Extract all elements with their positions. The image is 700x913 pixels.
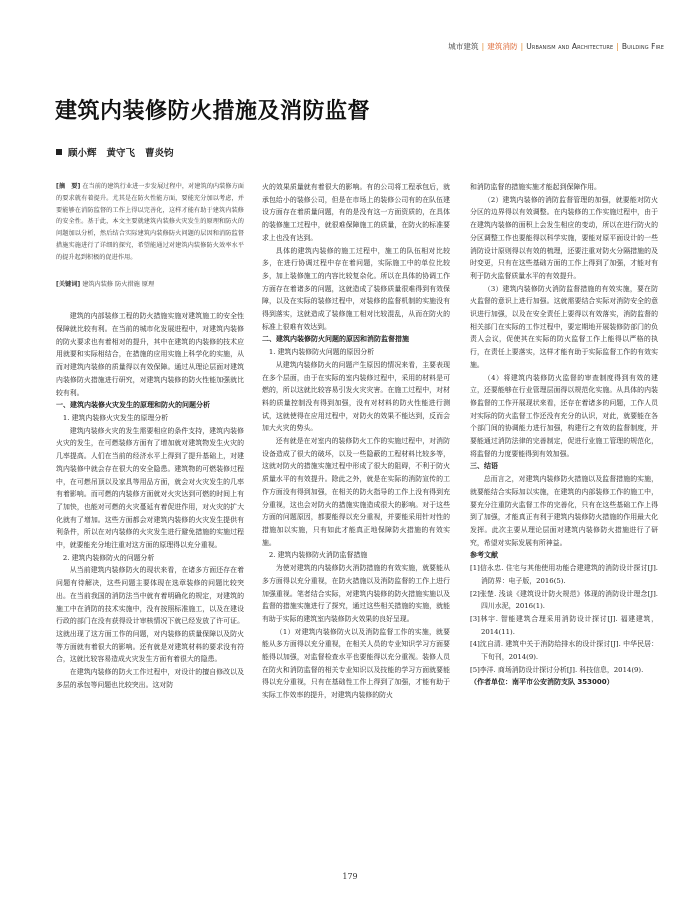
abstract: [56, 181, 244, 264]
reference-item: [1]信永忠. 住宅与其他使用功能合建建筑的消防设计探讨[J]. 消防界：电子版，2016(5).: [470, 564, 658, 585]
column-2: [262, 181, 450, 901]
author: 黄守飞: [106, 148, 136, 159]
section-heading: 三、结语: [470, 462, 498, 471]
authors: [56, 145, 184, 159]
masthead-column: 建筑消防: [487, 42, 518, 51]
masthead-en-column: Building Fire: [621, 42, 664, 51]
masthead-en-title: Urbanism and Architecture: [526, 42, 614, 51]
paragraph-continued: 火的效果质量就有着很大的影响。有的公司将工程承包后，就承包给小的装修公司，但是在市场上的装修公司有的在队伍建设方面存在着质量问题，有的是没有这一方面资质的，在具体的装修施工过程中，就很难保障施工的质量，在防火的标准要求上也没有达到。: [262, 183, 450, 242]
keywords-label: [关键词]: [56, 280, 81, 288]
paragraph: （2）建筑内装修的消防监督管理的加强，就要能对防火分区的边界得以有效调整。在内装修的工作实施过程中，由于在建筑内装修的面积上会发生相应的变动，所以在进行防火的分区调整工作也要能得以科学实施，要能对原平面设计的一些消防设计原则得以有效的梳理，还要注重对防火分隔措施的及时变更，只有在这些基础方面的工作上得到了加强，才能对有利于防火监督质量水平的有效提升。: [470, 195, 658, 280]
page-number: 179: [342, 872, 358, 881]
abstract-label: [摘 要]: [56, 183, 81, 190]
subsection-heading: 2. 建筑内装修防火消防监督措施: [268, 551, 368, 560]
column-3: [470, 181, 658, 901]
paragraph: 从建筑内装修防火的问题产生原因的情况来看，主要表现在多个层面，由于在实际的室内装修过程中，采用的材料是可燃的，所以这就比较容易引发火灾灾害。在施工过程中，对材料的质量控制没有得到加强，没有对材料的防火性能进行测试，这就使得在应用过程中，对防火的效果不能达到，反而会加大火灾的势头。: [262, 360, 450, 433]
reference-item: [4]沈自清. 建筑中关于消防给排水的设计探讨[J]. 中华民居：下旬刊，2014(9).: [470, 640, 658, 662]
subsection-heading: 1. 建筑内装修火灾发生的原理分析: [62, 414, 169, 422]
author: 顾小辉: [68, 148, 97, 159]
paragraph: 建筑的内部装修工程的防火措施实施对建筑施工的安全性保障就比较有利。在当前的城市化发展进程中，对建筑内装修的防火要求也有着相对的提升，其中在建筑的内装修的技术应用就要和实际相结合，在措施的应用实施上科学化的实施，从而对建筑内装修的质量得以有效保障。通过从理论层面对建筑内装修防火措施进行研究，对建筑内装修的防火性能加强就比较有利。: [56, 312, 244, 397]
subsection-heading: 1. 建筑内装修防火问题的原因分析: [268, 348, 375, 357]
article-title: 建筑内装修防火措施及消防监督: [55, 99, 371, 124]
masthead: 城市建筑 | 建筑消防 | Urbanism and Architecture | Building Fire: [448, 42, 664, 51]
subsection-heading: 2. 建筑内装修防火的问题分析: [62, 553, 155, 562]
keywords-text: 建筑内装修 防火措施 原理: [82, 280, 155, 288]
paragraph: （4）将建筑内装修防火监督的审查制度得到有效的建立，还要能够在行业管理层面得以规范化实施。从具体的内装修监督的工作开展现状来看，还存在着诸多的问题，工作人员对实际的防火监督工作还没有充分的认识，对此，就要能在各个部门间的协调能力进行加强，构建行之有效的监督制度，并要能通过消防法律的完善制定，促进行业施工管理的规范化，将监督的力度要能得到有效加强。: [470, 373, 658, 458]
paragraph: 为使对建筑的内装修防火消防措施的有效实施，就要能从多方面得以充分重视，在防火措施以及消防监督的工作上进行加强重视。笔者结合实际，对建筑内装修的防火措施实施以及监督的措施实施进行了探究，通过这些相关措施的实施，就能有助于实际的建筑室内装修防火效果的良好呈现。: [262, 564, 450, 623]
square-bullet-icon: [56, 149, 62, 155]
paragraph: （1）对建筑内装修防火以及消防监督工作的实施，就要能从多方面得以充分重视，在相关人员的专业知识学习方面要能得以加强，对监督检查水平也要能得以充分重视。装修人员在防火和消防监督的相关专业知识以及技能的学习方面就要能得以充分重视，只有在基础性工作上得到了加强，才能有助于实际工作效率的提升，对建筑内装修的防火: [262, 627, 450, 700]
abstract-text: 在当前的建筑行业进一步发展过程中，对建筑的内装修方面的要求就有着提升。尤其是在防火性能方面，要能充分加以考虑，并要能够在消防监督的工作上得以完善化，这样才能有助于建筑内装修的安全性。基于此，本文主要就建筑内装修火灾发生的原理和防火的问题加以分析，然后结合实际建筑内装修防火问题的层因和消防监督措施实施进行了详细的探究，希望能通过对建筑内装修防火效率水平的提升起到积极的促进作用。: [56, 183, 244, 261]
paragraph-continued: 和消防监督的措施实施才能起到保障作用。: [470, 183, 601, 191]
author: 曹炎钧: [145, 148, 174, 159]
paragraph: 从当前建筑内装修防火的现状来看，在诸多方面还存在着问题有待解决，这些问题主要体现在选章装修的问题比较突出。在当前我国的消防法当中就有着明确化的规定，对建筑的施工中在消防的技术实施中，没有按照标准施工，以及在建设行政的部门在没有获得设计审核情况下就已经发放了许可证。这就出现了这方面工作的问题，对内装修的质量保障以及防火等方面就有着很大的影响。还有就是对建筑材料的要求没有符合，这就比较容易造成火灾发生方面有着很大的隐患。: [56, 566, 244, 664]
section-heading: 一、建筑内装修火灾发生的原理和防火的问题分析: [56, 401, 210, 410]
reference-item: [2]张楚. 浅谈《建筑设计防火规范》体现的消防设计理念[J]. 四川水泥，2016(1).: [470, 589, 658, 611]
section-heading: 二、建筑内装修防火问题的原因和消防监督措施: [262, 335, 409, 344]
paragraph: 在建筑内装修的防火工作过程中，对设计的擅自修改以及多层的承包等问题也比较突出。这对防: [56, 668, 244, 689]
reference-item: [3]林宇. 智能建筑合理采用消防设计探讨[J]. 福建建筑，2014(11).: [470, 614, 658, 636]
paragraph: （3）建筑内装修防火消防监督措施的有效实施，要在防火监督的意识上进行加强。这就需要结合实际对消防安全的意识进行加强，以及在安全责任上要得以有效落实，消防监督的相关部门在实际的工作过程中，要定期地开展装修防部门的负责人会议，促使其在实际的防火监督工作上能得以严格的执行，在责任上要落实，这样才能有助于实际监督工作的有效实施。: [470, 284, 658, 369]
masthead-section: 城市建筑: [448, 42, 479, 51]
reference-item: [5]李洋. 商场消防设计探讨分析[J]. 科技信息，2014(9).: [470, 665, 644, 674]
keywords: [56, 279, 244, 291]
references-heading: 参考文献: [470, 551, 498, 560]
paragraph: 建筑内装修火灾的发生需要相应的条件支持，建筑内装修火灾的发生，在可燃装修方面有了增加就对建筑物发生火灾的几率提高。人们在当前的经济水平上得到了提升基础上，对建筑内装修中就会存在很大的安全隐患。建筑物的可燃装修过程中，在可燃吊顶以及家具等用品方面，就会对火灾发生的几率有着影响。而可燃的内装修方面就对火灾达到可燃的时间上有了加快，也能对可燃的火灾蔓延有着促进作用，对火灾的扩大化就有了增加。这些方面都会对建筑内装修的火灾发生提供有利条件，所以在对内装修的火灾发生进行避免措施的实施过程中，就要能充分地注重对这方面的原理得以充分重视。: [56, 426, 244, 550]
paragraph: 还有就是在对室内的装修防火工作的实施过程中，对消防设备造成了很大的破坏，以及一些隐蔽的工程材料比较多等，这就对防火的措施实施过程中形成了很大的阻碍，不利于防火质量水平的有效提升。除此之外，就是在实际的消防宣传的工作方面没有得到加强，在相关的防火指导的工作上没有得到充分重视，这也会对防火的措施实施造成很大的影响。对于这些方面的问题原因，都要能得以充分重视，并要能采用针对性的措施加以实施，只有如此才能真正地保障防火措施的有效实施。: [262, 437, 450, 547]
paragraph: 具体的建筑内装修的施工过程中，施工的队伍相对比较多，在进行协调过程中存在着问题，实际施工中的单位比较多，加上装修施工的内容比较复杂化。所以在具体的协调工作方面存在着诸多的问题，这就造成了装修质量很难得到有效保障，以及在实际的装修过程中，对装修的监督机制的实施没有得到落实，这就造成了装修施工相对比较混乱，从而在防火的标准上很难有效达到。: [262, 246, 450, 331]
author-affiliation: （作者单位：南平市公安消防支队 353000）: [470, 678, 614, 687]
paragraph: 总而言之，对建筑内装修防火措施以及监督措施的实施，就要能结合实际加以实施，在建筑的内部装修工作的施工中，要充分注重防火监督工作的完善化，只有在这些基础工作上得到了加强，才能真正有利于建筑内装修防火措施的作用最大化发挥。此次主要从理论层面对建筑内装修防火措施进行了研究，希望对实际发展有所神益。: [470, 475, 658, 547]
column-1: [56, 181, 244, 901]
